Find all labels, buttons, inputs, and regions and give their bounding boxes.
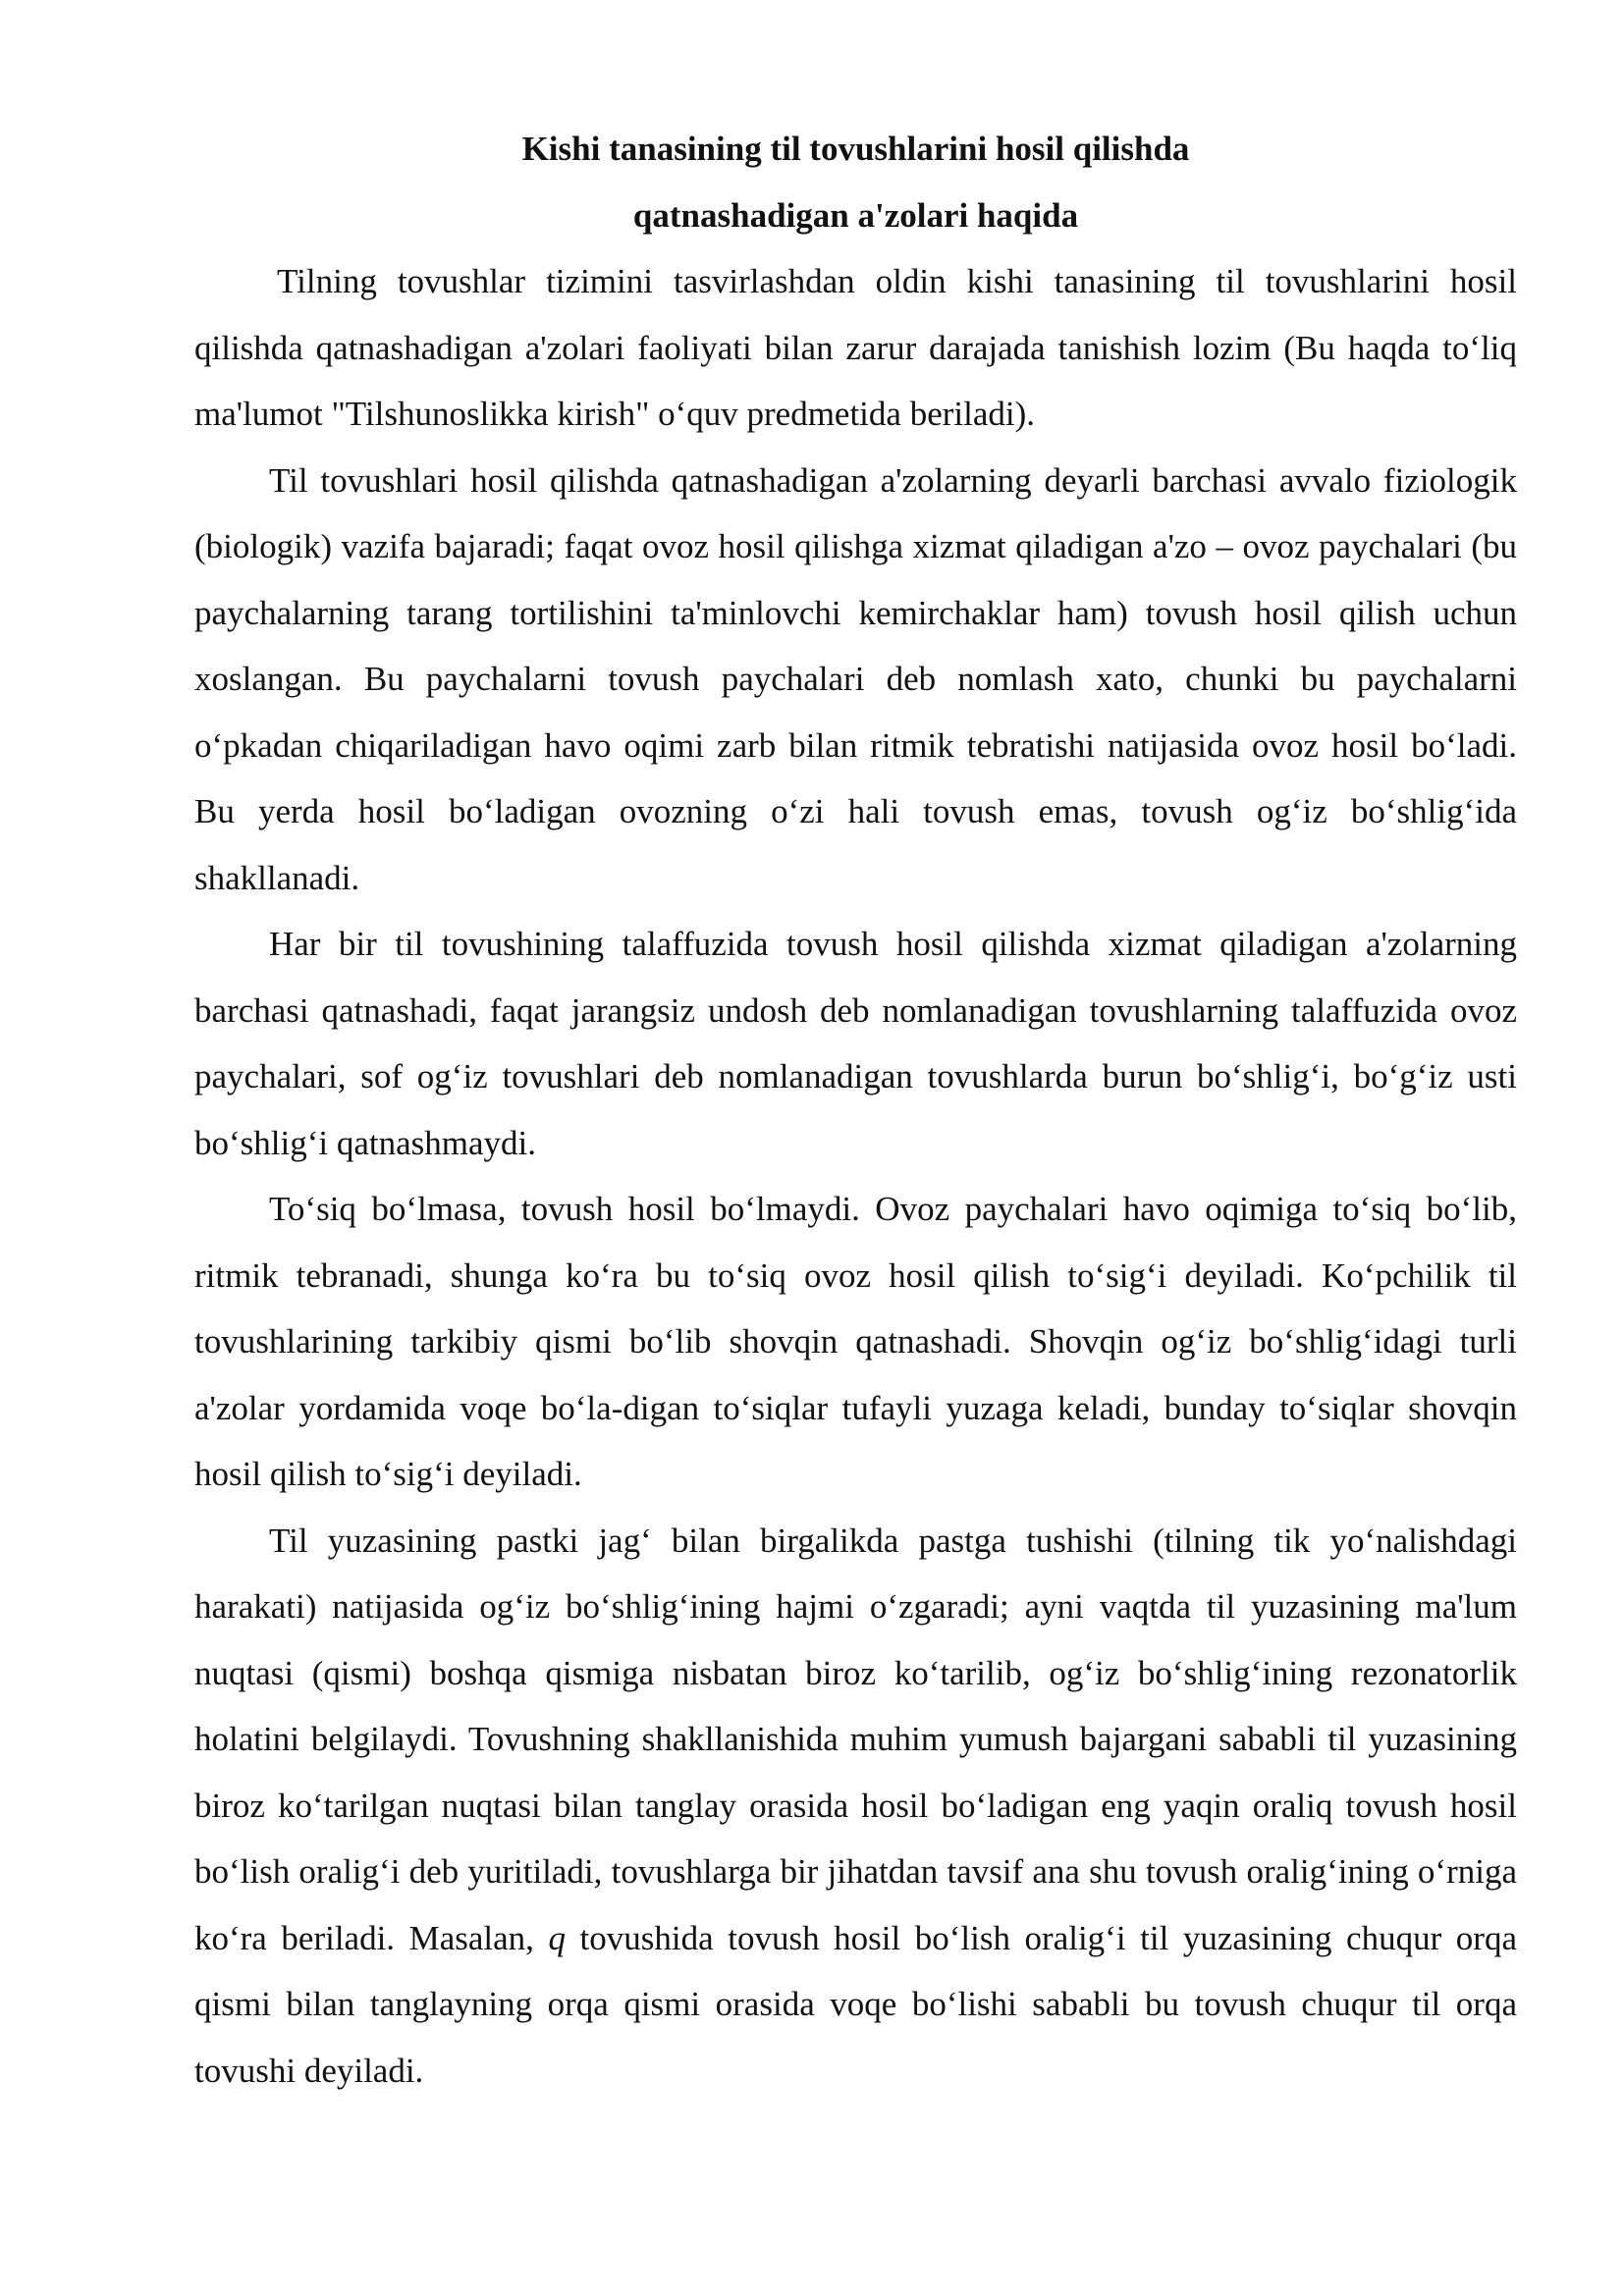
paragraph-4: To‘siq bo‘lmasa, tovush hosil bo‘lmaydi. Ovoz paychalari havo oqimiga to‘siq bo‘lib, ritmik tebranadi, shunga ko‘ra bu to‘siq ovoz hosil qilish to‘sig‘i deyiladi. Ko‘pchilik til tovushlarining tarkibiy qismi bo‘lib shovqin qatnashadi. Shovqin og‘iz bo‘shlig‘idagi turli a'zolar yordamida voqe bo‘la-digan to‘siqlar tufayli yuzaga keladi, bunday to‘siqlar shovqin hosil qilish to‘sig‘i deyiladi. bbox=[194, 1190, 1517, 1493]
document-title-line-1: Kishi tanasining til tovushlarini hosil qilishda bbox=[521, 130, 1190, 168]
paragraph-5-text-part-1: Til yuzasining pastki jag‘ bilan birgalikda pastga tushishi (tilning tik yo‘nalishdagi harakati) natijasida og‘iz bo‘shlig‘ining hajmi o‘zgaradi; ayni vaqtda til yuzasining ma'lum nuqtasi (qismi) boshqa qismiga nisbatan biroz ko‘tarilib, og‘iz bo‘shlig‘ining rezonatorlik holatini belgilaydi. Tovushning shakllanishida muhim yumush bajargani sababli til yuzasining biroz ko‘tarilgan nuqtasi bilan tanglay orasida hosil bo‘ladigan eng yaqin oraliq tovush hosil bo‘lish oralig‘i deb yuritiladi, tovushlarga bir jihatdan tavsif ana shu tovush oralig‘ining o‘rniga ko‘ra beriladi. Masalan, bbox=[194, 1521, 1517, 1957]
paragraph-5 bbox=[194, 1508, 1517, 2105]
paragraph-1: Tilning tovushlar tizimini tasvirlashdan oldin kishi tanasining til tovushlarini hosil qilishda qatnashadigan a'zolari faoliyati bilan zarur darajada tanishish lozim (Bu haqda to‘liq ma'lumot "Tilshunoslikka kirish" o‘quv predmetida beriladi). bbox=[194, 262, 1517, 433]
document-title-line-2: qatnashadigan a'zolari haqida bbox=[632, 195, 1079, 235]
document-page bbox=[194, 116, 1517, 2104]
paragraph-2: Til tovushlari hosil qilishda qatnashadigan a'zolarning deyarli barchasi avvalo fiziologik (biologik) vazifa bajaradi; faqat ovoz hosil qilishga xizmat qiladigan a'zo – ovoz paychalari (bu paychalarning tarang tortilishini ta'minlovchi kemirchaklar ham) tovush hosil qilish uchun xoslangan. Bu paychalarni tovush paychalari deb nomlash xato, chunki bu paychalarni o‘pkadan chiqariladigan havo oqimi zarb bilan ritmik tebratishi natijasida ovoz hosil bo‘ladi. Bu yerda hosil bo‘ladigan ovozning o‘zi hali tovush emas, tovush og‘iz bo‘shlig‘ida shakllanadi. bbox=[194, 460, 1517, 897]
paragraph-5-italic-letter: q bbox=[548, 1918, 566, 1957]
paragraph-3: Har bir til tovushining talaffuzida tovush hosil qilishda xizmat qiladigan a'zolarning barchasi qatnashadi, faqat jarangsiz undosh deb nomlanadigan tovushlarning talaffuzida ovoz paychalari, sof og‘iz tovushlari deb nomlanadigan tovushlarda burun bo‘shlig‘i, bo‘g‘iz usti bo‘shlig‘i qatnashmaydi. bbox=[194, 925, 1517, 1162]
paragraph-5-text-part-2: tovushida tovush hosil bo‘lish oralig‘i til yuzasining chuqur orqa qismi bilan tanglayning orqa qismi orasida voqe bo‘lishi sababli bu tovush chuqur til orqa tovushi deyiladi. bbox=[194, 1918, 1517, 2090]
